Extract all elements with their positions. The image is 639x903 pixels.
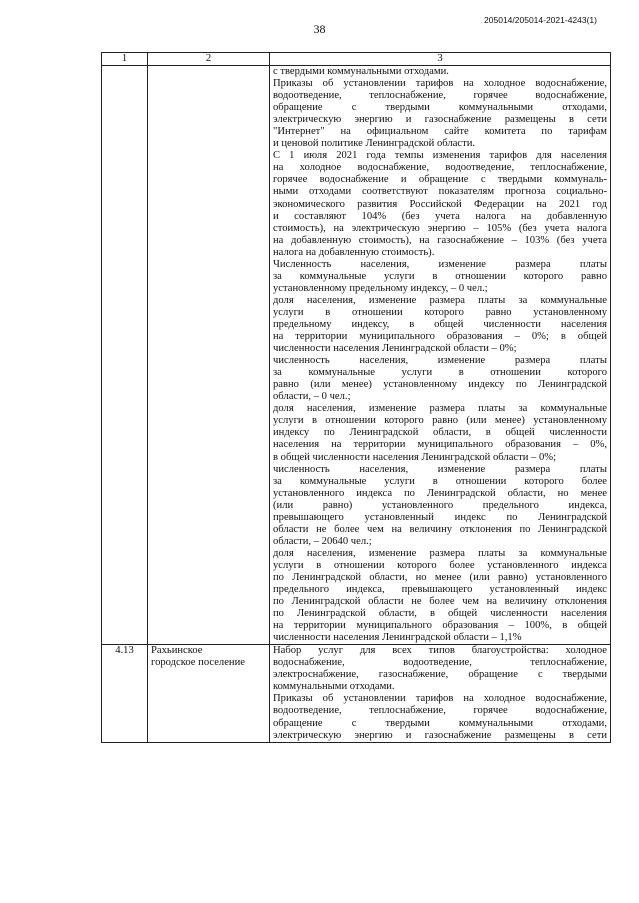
text-line: электрическую энергию и газоснабжение размещены в сети bbox=[273, 729, 607, 741]
text-line: на территории муниципального образования – 100%, в общей bbox=[273, 620, 607, 632]
row-number-cell bbox=[102, 66, 148, 645]
row-number-cell: 4.13 bbox=[102, 645, 148, 742]
page-number: 38 bbox=[313, 22, 326, 36]
text-line: численности населения Ленинградской области – 0%; bbox=[273, 343, 517, 355]
text-line: Набор услуг для всех типов благоустройства: холодное bbox=[273, 645, 607, 657]
text-line: Приказы об установлении тарифов на холодное водоснабжение, bbox=[273, 78, 607, 90]
text-line: обращение с твердыми коммунальными отходами, bbox=[273, 102, 607, 114]
municipality-name-line: Рахьинское bbox=[151, 645, 203, 657]
text-line: численность населения, изменение размера платы bbox=[273, 463, 607, 475]
text-line: Численность населения, изменение размера платы bbox=[273, 258, 607, 270]
text-line: на холодное водоснабжение, водоотведение, теплоснабжение, bbox=[273, 162, 607, 174]
text-line: услуги в отношении которого более установленного индекса bbox=[273, 559, 607, 571]
text-line: численность населения, изменение размера платы bbox=[273, 355, 607, 367]
text-line: доля населения, изменение размера платы за коммунальные bbox=[273, 547, 607, 559]
text-line: услуги в отношении которого равно установленному bbox=[273, 306, 607, 318]
text-line: за коммунальные услуги в отношении которого bbox=[273, 367, 607, 379]
text-line: области, – 0 чел.; bbox=[273, 391, 351, 403]
text-line: предельного индекса, превышающего установленный индекс bbox=[273, 584, 607, 596]
table-row bbox=[102, 645, 611, 742]
text-line: по Ленинградской области, в общей численности населения bbox=[273, 608, 607, 620]
text-line: водоотведение, теплоснабжение, горячее водоснабжение, bbox=[273, 90, 607, 102]
text-line: доля населения, изменение размера платы за коммунальные bbox=[273, 294, 607, 306]
text-line: за коммунальные услуги в отношении которого более bbox=[273, 475, 607, 487]
municipality-cell bbox=[148, 645, 270, 742]
text-line: индексу по Ленинградской области, в общей численности bbox=[273, 427, 607, 439]
municipality-name-line: городское поселение bbox=[151, 657, 245, 669]
text-line: численности населения Ленинградской области – 1,1% bbox=[273, 632, 522, 644]
table-row bbox=[102, 66, 611, 645]
text-line: "Интернет" на официальном сайте комитета по тарифам bbox=[273, 126, 607, 138]
text-line: области не более чем на величину отклонения по Ленинградской bbox=[273, 523, 607, 535]
text-line: обращение с твердыми коммунальными отходами, bbox=[273, 717, 607, 729]
text-line: и ценовой политике Ленинградской области. bbox=[273, 138, 476, 150]
text-line: электрическую энергию и газоснабжение размещены в сети bbox=[273, 114, 607, 126]
description-cell bbox=[270, 645, 611, 742]
text-line: на добавленную стоимость), на газоснабжение – 103% (без учета bbox=[273, 234, 607, 246]
text-line: электроснабжение, газоснабжение, обращение с твердыми bbox=[273, 669, 607, 681]
text-line: и составляют 104% (без учета налога на добавленную bbox=[273, 210, 607, 222]
text-line: налога на добавленную стоимость). bbox=[273, 246, 435, 258]
text-line: коммунальными отходами. bbox=[273, 681, 395, 693]
text-line: (или равно) установленного предельного индекса, bbox=[273, 499, 607, 511]
text-line: установленного индекса по Ленинградской области, но менее bbox=[273, 487, 607, 499]
text-line: превышающего установленный индекс по Ленинградской bbox=[273, 511, 607, 523]
text-line: по Ленинградской области, но менее (или равно) установленного bbox=[273, 571, 607, 583]
text-line: за коммунальные услуги в отношении которого равно bbox=[273, 270, 607, 282]
content-table bbox=[101, 52, 611, 743]
text-line: экономического развития Российской Федерации на 2021 год bbox=[273, 198, 607, 210]
text-line: на территории муниципального образования – 0%; в общей bbox=[273, 331, 607, 343]
text-line: услуги в отношении которого равно (или менее) установленному bbox=[273, 415, 607, 427]
text-line: по Ленинградской области не более чем на величину отклонения bbox=[273, 596, 607, 608]
text-line: ными отходами соответствуют показателям прогноза социально- bbox=[273, 186, 607, 198]
text-line: стоимость), на электрическую энергию – 105% (без учета налога bbox=[273, 222, 607, 234]
text-line: с твердыми коммунальными отходами. bbox=[273, 66, 449, 77]
description-cell bbox=[270, 66, 611, 645]
text-line: области, – 20640 чел.; bbox=[273, 535, 372, 547]
text-line: установленному предельному индексу, – 0 чел.; bbox=[273, 282, 488, 294]
text-line: горячее водоснабжение и обращение с твердыми коммуналь- bbox=[273, 174, 607, 186]
municipality-cell bbox=[148, 66, 270, 645]
header-col-2: 2 bbox=[148, 53, 270, 66]
text-line: водоотведение, теплоснабжение, горячее водоснабжение, bbox=[273, 705, 607, 717]
text-line: водоснабжение, водоотведение, теплоснабжение, bbox=[273, 657, 607, 669]
text-line: равно (или менее) установленному индексу по Ленинградской bbox=[273, 379, 607, 391]
table-header-row bbox=[102, 53, 611, 66]
text-line: населения на территории муниципального образования – 0%, bbox=[273, 439, 607, 451]
text-line: С 1 июля 2021 года темпы изменения тарифов для населения bbox=[273, 150, 607, 162]
header-col-1: 1 bbox=[102, 53, 148, 66]
document-id: 205014/205014-2021-4243(1) bbox=[484, 15, 597, 25]
text-line: предельному индексу, в общей численности населения bbox=[273, 318, 607, 330]
text-line: в общей численности населения Ленинградской области – 0%; bbox=[273, 451, 557, 463]
text-line: Приказы об установлении тарифов на холодное водоснабжение, bbox=[273, 693, 607, 705]
header-col-3: 3 bbox=[270, 53, 611, 66]
text-line: доля населения, изменение размера платы за коммунальные bbox=[273, 403, 607, 415]
